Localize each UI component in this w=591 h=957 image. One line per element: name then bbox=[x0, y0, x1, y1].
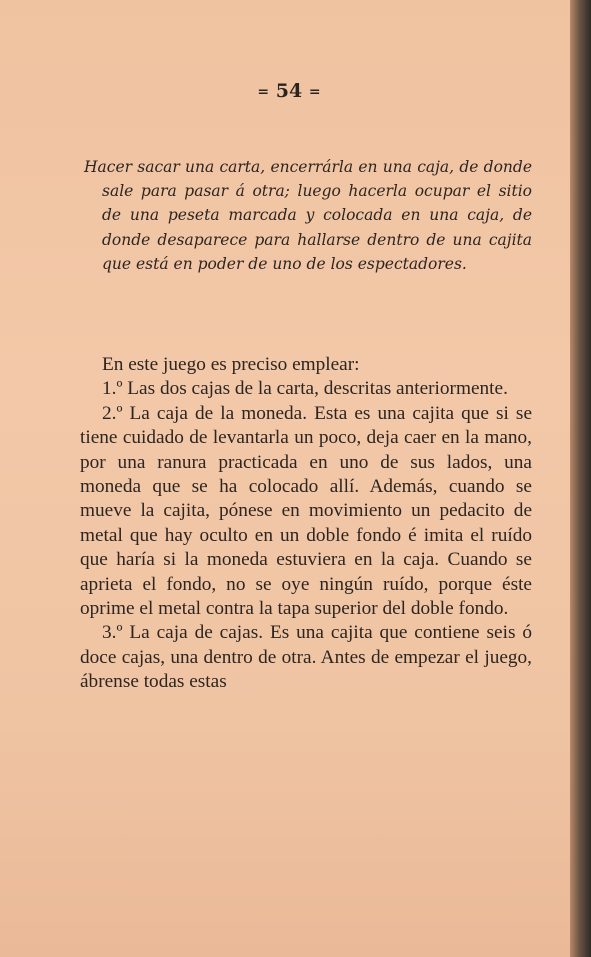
list-item bbox=[80, 377, 532, 401]
summary-text: Hacer sacar una carta, encerrárla en una caja, de donde sale para pasar á otra; luego hacerla ocupar el sitio de una peseta marcada y colocada en una caja, de donde desaparece para hallarse dentro de una cajita que está en poder de uno de los espectadores. bbox=[84, 158, 532, 273]
page-edge-shadow bbox=[570, 0, 591, 957]
header-left-ornament: = bbox=[257, 84, 270, 100]
page-header bbox=[0, 80, 578, 102]
body-text bbox=[80, 353, 532, 695]
chapter-summary bbox=[84, 155, 532, 276]
item-text: La caja de la moneda. Esta es una cajita que si se tiene cuidado de levantarla un poco, deja caer en la mano, por una ranura practicada en uno de sus lados, una moneda que se ha colocado allí. Además, cuando se mueve la cajita, pónese en movimiento un pedacito de metal que hay oculto en un doble fondo é imita el ruído que haría si la moneda estuviera en la caja. Cuando se aprieta el fondo, no se oye ningún ruído, porque éste oprime el metal contra la tapa superior del doble fondo. bbox=[80, 402, 532, 620]
item-number: 1.º bbox=[102, 378, 123, 400]
intro-text: En este juego es preciso emplear: bbox=[102, 354, 360, 375]
item-text: La caja de cajas. Es una cajita que contiene seis ó doce cajas, una dentro de otra. Antes de empezar el juego, ábrense todas estas bbox=[80, 622, 532, 693]
list-item bbox=[80, 621, 532, 694]
page-number: 54 bbox=[275, 80, 303, 102]
item-number: 3.º bbox=[102, 622, 123, 644]
item-number: 2.º bbox=[102, 402, 123, 424]
list-item bbox=[80, 402, 532, 622]
header-right-ornament: = bbox=[308, 84, 321, 100]
item-text: Las dos cajas de la carta, descritas anteriormente. bbox=[127, 378, 508, 400]
intro-paragraph bbox=[80, 353, 532, 377]
